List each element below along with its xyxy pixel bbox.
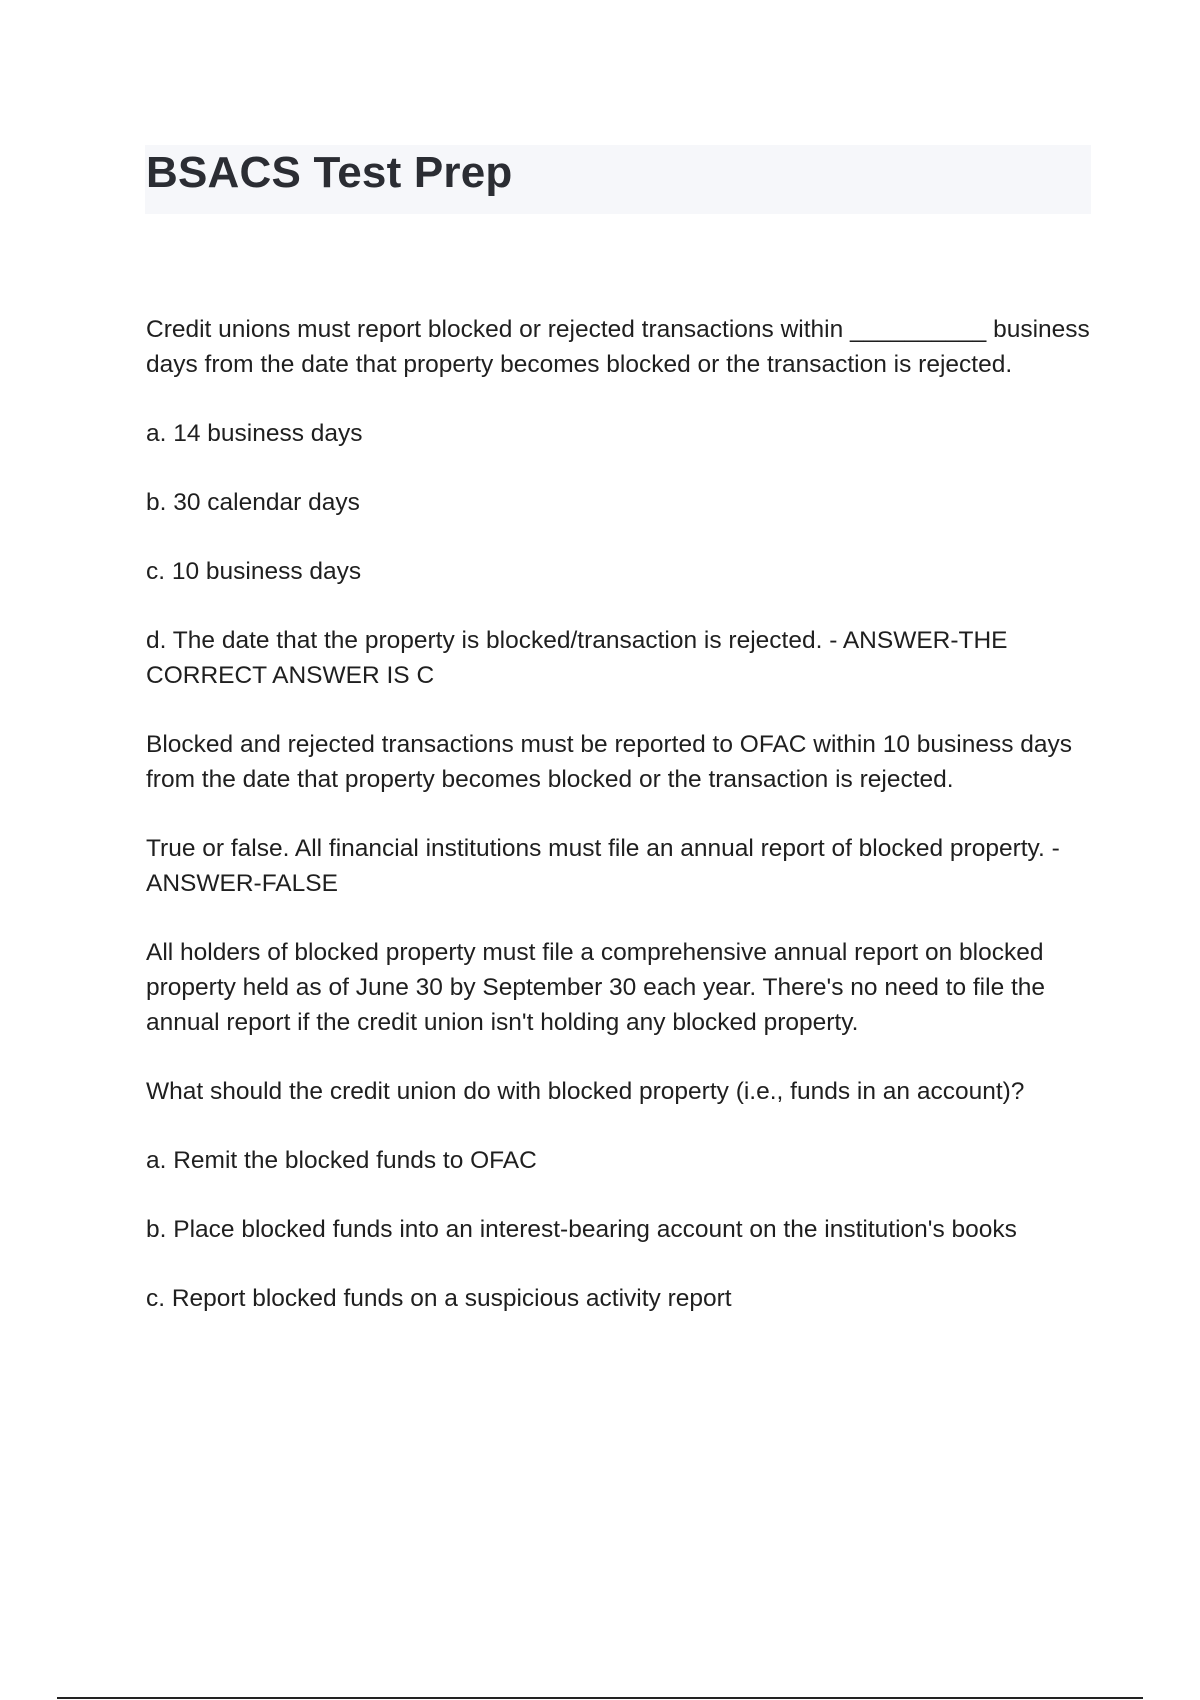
question-3-option-a: a. Remit the blocked funds to OFAC [146,1147,537,1174]
document-body [146,312,1096,1350]
question-3-option-c: c. Report blocked funds on a suspicious activity report [146,1285,732,1312]
question-3-option-b: b. Place blocked funds into an interest-bearing account on the institution's books [146,1216,1017,1243]
question-3-text: What should the credit union do with blocked property (i.e., funds in an account)? [146,1078,1025,1105]
question-1-text: Credit unions must report blocked or rejected transactions within __________ business days from the date that property becomes blocked or the transaction is rejected. [146,316,1090,378]
question-1-option-a: a. 14 business days [146,420,363,447]
question-1-option-d-answer: d. The date that the property is blocked/transaction is rejected. - ANSWER-THE CORRECT ANSWER IS C [146,627,1008,689]
question-2-explanation: All holders of blocked property must file a comprehensive annual report on blocked property held as of June 30 by September 30 each year. There's no need to file the annual report if the credit union isn't holding any blocked property. [146,939,1046,1036]
question-1-explanation: Blocked and rejected transactions must be reported to OFAC within 10 business days from the date that property becomes blocked or the transaction is rejected. [146,731,1073,793]
page-title: BSACS Test Prep [146,148,513,197]
question-1-option-b: b. 30 calendar days [146,489,360,516]
page-bottom-divider [57,1697,1143,1699]
question-1-option-c: c. 10 business days [146,558,362,585]
question-2-text-answer: True or false. All financial institutions must file an annual report of blocked property. - ANSWER-FALSE [146,835,1060,897]
